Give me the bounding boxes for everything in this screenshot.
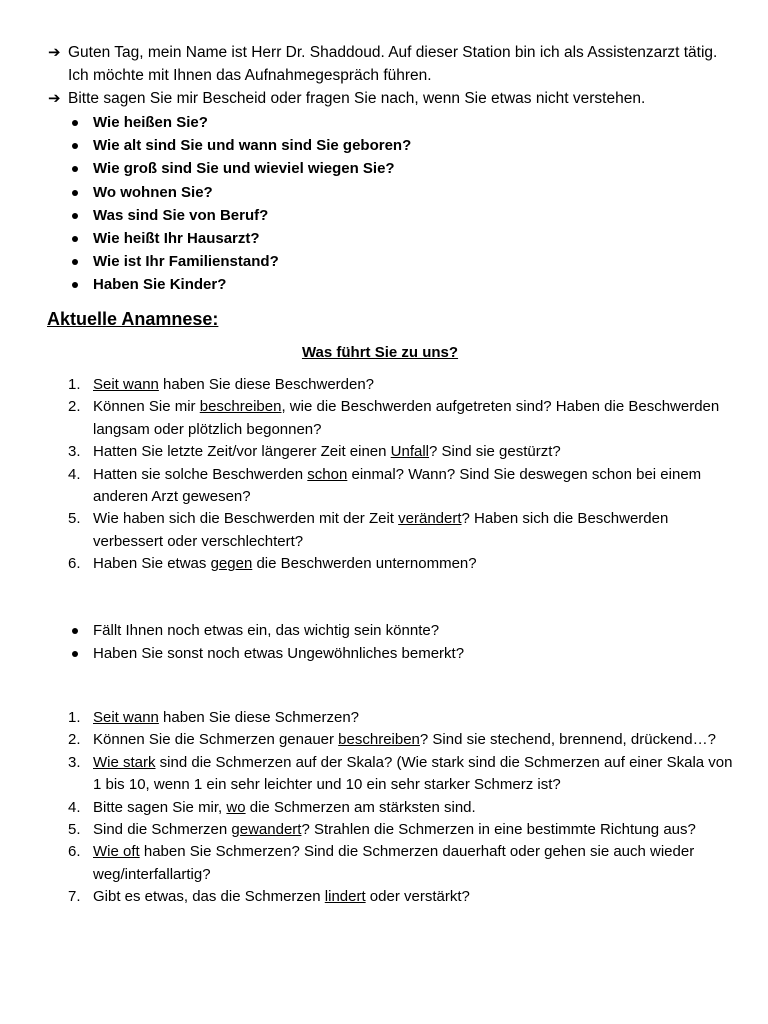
list-item: Wie alt sind Sie und wann sind Sie geboren? — [72, 134, 411, 157]
extra-questions-list — [72, 619, 464, 665]
list-item — [64, 729, 734, 751]
item-text: haben Sie Schmerzen? Sind die Schmerzen dauerhaft oder gehen sie auch wieder weg/interfallartig? — [93, 843, 695, 883]
item-keyword: Seit wann — [93, 709, 159, 726]
list-item — [64, 797, 734, 819]
item-keyword: Seit wann — [93, 376, 159, 393]
item-text: ? Sind sie gestürzt? — [429, 443, 561, 461]
item-text: haben Sie diese Beschwerden? — [158, 376, 375, 393]
list-item — [64, 553, 734, 575]
intro-paragraph-1 — [48, 42, 738, 87]
item-text: Können Sie mir — [93, 398, 200, 416]
list-item: Haben Sie sonst noch etwas Ungewöhnliches bemerkt? — [72, 642, 464, 665]
item-number: 5. — [68, 821, 81, 839]
list-item — [64, 841, 734, 886]
item-keyword: gewandert — [231, 821, 302, 839]
item-number: 4. — [68, 465, 81, 483]
item-text: Haben Sie etwas — [93, 555, 211, 573]
item-keyword: schon — [307, 465, 348, 483]
item-number: 5. — [68, 510, 81, 528]
item-text: haben Sie diese Schmerzen? — [158, 709, 360, 726]
item-keyword: wo — [226, 798, 246, 816]
item-text: , wie die Beschwerden aufgetreten sind? Haben die Beschwerden langsam oder plötzlich begonnen? — [93, 398, 720, 438]
item-keyword: verändert — [398, 510, 462, 528]
list-item — [64, 464, 734, 509]
item-number: 3. — [68, 443, 81, 461]
item-text: Sind die Schmerzen — [93, 821, 232, 839]
item-number: 6. — [68, 843, 81, 861]
list-item — [64, 886, 734, 908]
section-heading: Aktuelle Anamnese: — [47, 309, 219, 329]
arrow-right-icon: ➔ — [48, 90, 61, 107]
item-text: sind die Schmerzen auf der Skala? (Wie stark sind die Schmerzen auf einer Skala von 1 bis 10, wenn 1 ein sehr leichter und 10 ein sehr starker Schmerz ist? — [93, 753, 733, 794]
list-item — [64, 819, 734, 841]
list-item: Wie ist Ihr Familienstand? — [72, 250, 411, 273]
complaints-list — [64, 374, 734, 576]
item-text: Hatten sie solche Beschwerden — [93, 465, 308, 483]
item-text: Bitte sagen Sie mir, — [93, 798, 227, 816]
item-number: 7. — [68, 888, 81, 906]
list-item: Wie heißen Sie? — [72, 111, 411, 134]
item-number: 3. — [68, 753, 81, 771]
item-text: Gibt es etwas, das die Schmerzen — [93, 888, 325, 906]
item-number: 2. — [68, 731, 81, 749]
intro-paragraph-2 — [48, 88, 738, 111]
list-item: Was sind Sie von Beruf? — [72, 204, 411, 227]
item-keyword: Unfall — [390, 443, 430, 461]
list-item: Fällt Ihnen noch etwas ein, das wichtig sein könnte? — [72, 619, 464, 642]
item-number: 4. — [68, 798, 81, 816]
item-keyword: Wie stark — [93, 753, 156, 771]
list-item — [64, 374, 734, 396]
intro-text-2: Bitte sagen Sie mir Bescheid oder fragen Sie nach, wenn Sie etwas nicht verstehen. — [68, 90, 646, 107]
list-item — [64, 396, 734, 441]
intro-text-1: Guten Tag, mein Name ist Herr Dr. Shaddoud. Auf dieser Station bin ich als Assistenzarzt tätig. Ich möchte mit Ihnen das Aufnahmegespräch führen. — [68, 44, 718, 84]
item-text: oder verstärkt? — [365, 888, 470, 906]
item-text: Wie haben sich die Beschwerden mit der Zeit — [93, 510, 399, 528]
item-number: 2. — [68, 398, 81, 416]
list-item: Wo wohnen Sie? — [72, 181, 411, 204]
item-keyword: lindert — [324, 888, 366, 906]
item-keyword: beschreiben — [199, 398, 282, 416]
arrow-right-icon: ➔ — [48, 44, 61, 61]
list-item — [64, 707, 734, 729]
list-item — [64, 508, 734, 553]
item-number: 1. — [68, 709, 81, 726]
item-text: ? Strahlen die Schmerzen in eine bestimmte Richtung aus? — [301, 821, 696, 839]
item-number: 1. — [68, 376, 81, 393]
list-item: Haben Sie Kinder? — [72, 273, 411, 296]
personal-questions-list — [72, 111, 411, 297]
list-item — [64, 752, 734, 797]
item-number: 6. — [68, 555, 81, 573]
list-item — [64, 441, 734, 463]
item-text: einmal? Wann? Sind Sie deswegen schon bei einem anderen Arzt gewesen? — [93, 465, 702, 506]
item-text: Hatten Sie letzte Zeit/vor längerer Zeit einen — [93, 443, 391, 461]
item-text: ? Haben sich die Beschwerden verbessert oder verschlechtert? — [93, 510, 669, 550]
pain-questions-list — [64, 707, 734, 909]
list-item: Wie heißt Ihr Hausarzt? — [72, 227, 411, 250]
item-text: Können Sie die Schmerzen genauer — [93, 731, 339, 749]
item-text: ? Sind sie stechend, brennend, drückend…? — [419, 731, 716, 749]
item-text: die Beschwerden unternommen? — [252, 555, 477, 573]
item-keyword: beschreiben — [338, 731, 420, 749]
item-keyword: gegen — [210, 555, 253, 573]
list-item: Wie groß sind Sie und wieviel wiegen Sie? — [72, 157, 411, 180]
section-subheading: Was führt Sie zu uns? — [301, 344, 459, 361]
item-text: die Schmerzen am stärksten sind. — [245, 798, 476, 816]
item-keyword: Wie oft — [93, 843, 140, 861]
